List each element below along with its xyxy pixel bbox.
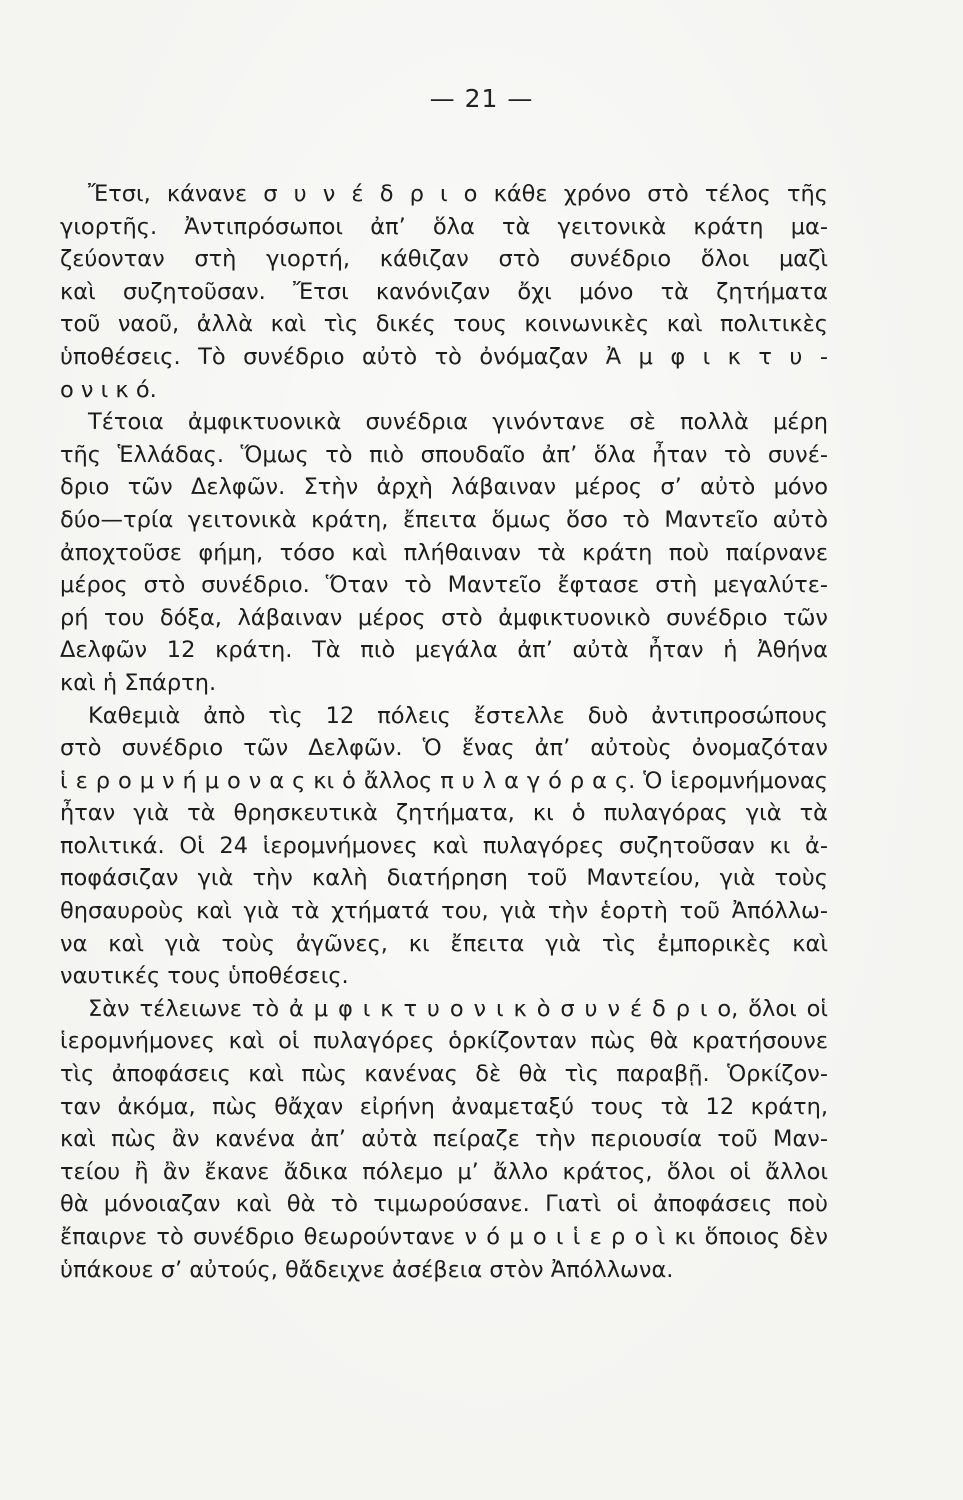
text-line: θησαυροὺς καὶ γιὰ τὰ χτήματά του, γιὰ τὴν ἑορτὴ τοῦ Ἀπόλλω- bbox=[60, 898, 828, 925]
text-line: δύο—τρία γειτονικὰ κράτη, ἔπειτα ὅμως ὅσο τὸ Μαντεῖο αὐτὸ bbox=[60, 506, 828, 533]
text-line: Ἔτσι, κάνανε σ υ ν έ δ ρ ι ο κάθε χρόνο στὸ τέλος τῆς bbox=[88, 181, 828, 207]
text-line: ὑποθέσεις. Τὸ συνέδριο αὐτὸ τὸ ὀνόμαζαν Ἀ μ φ ι κ τ υ - bbox=[60, 343, 828, 370]
paragraph-4 bbox=[60, 993, 828, 1286]
text-line: ἀποχτοῦσε φήμη, τόσο καὶ πλήθαιναν τὰ κράτη ποὺ παίρνανε bbox=[60, 539, 828, 566]
text-line: να καὶ γιὰ τοὺς ἀγῶνες, κι ἔπειτα γιὰ τὶς ἐμπορικὲς καὶ bbox=[60, 930, 828, 957]
text-line: γιορτῆς. Ἀντιπρόσωποι ἀπ’ ὅλα τὰ γειτονικὰ κράτη μα- bbox=[60, 213, 828, 240]
paragraph-1 bbox=[60, 178, 828, 406]
text-line: δριο τῶν Δελφῶν. Στὴν ἀρχὴ λάβαιναν μέρος σ’ αὐτὸ μόνο bbox=[60, 474, 828, 501]
text-line: πολιτικά. Οἱ 24 ἱερομνήμονες καὶ πυλαγόρες συζητοῦσαν κι ἀ- bbox=[60, 832, 828, 859]
text-line: τοῦ ναοῦ, ἀλλὰ καὶ τὶς δικές τους κοινωνικὲς καὶ πολιτικὲς bbox=[60, 311, 828, 338]
body-text bbox=[60, 178, 828, 1286]
paragraph-3 bbox=[60, 700, 828, 993]
text-line: ὑπάκουε σ’ αὐτούς, θἄδειχνε ἀσέβεια στὸν Ἀπόλλωνα. bbox=[60, 1256, 674, 1283]
text-line: καὶ ἡ Σπάρτη. bbox=[60, 669, 217, 696]
text-line: θὰ μόνοιαζαν καὶ θὰ τὸ τιμωρούσανε. Γιατὶ οἱ ἀποφάσεις ποὺ bbox=[60, 1191, 828, 1218]
text-line: ἔπαιρνε τὸ συνέδριο θεωρούντανε ν ό μ ο ι ἱ ε ρ ο ὶ κι ὅποιος δὲν bbox=[60, 1224, 828, 1250]
text-line: Τέτοια ἀμφικτυονικὰ συνέδρια γινόντανε σὲ πολλὰ μέρη bbox=[88, 409, 828, 436]
text-line: στὸ συνέδριο τῶν Δελφῶν. Ὁ ἕνας ἀπ’ αὐτοὺς ὀνομαζόταν bbox=[60, 735, 828, 762]
text-line: καὶ συζητοῦσαν. Ἔτσι κανόνιζαν ὄχι μόνο τὰ ζητήματα bbox=[60, 278, 828, 305]
text-line: ποφάσιζαν γιὰ τὴν καλὴ διατήρηση τοῦ Μαντείου, γιὰ τοὺς bbox=[60, 865, 828, 892]
text-line: καὶ πὼς ἂν κανένα ἀπ’ αὐτὰ πείραζε τὴν περιουσία τοῦ Μαν- bbox=[60, 1126, 828, 1153]
paragraph-2 bbox=[60, 406, 828, 699]
text-line: τὶς ἀποφάσεις καὶ πὼς κανένας δὲ θὰ τὶς παραβῇ. Ὁρκίζον- bbox=[60, 1061, 828, 1088]
text-line: τείου ἢ ἂν ἔκανε ἄδικα πόλεμο μ’ ἄλλο κράτος, ὅλοι οἱ ἄλλοι bbox=[60, 1158, 828, 1185]
text-line: ζεύονταν στὴ γιορτή, κάθιζαν στὸ συνέδριο ὅλοι μαζὶ bbox=[60, 246, 828, 273]
text-line: Δελφῶν 12 κράτη. Τὰ πιὸ μεγάλα ἀπ’ αὐτὰ ἦταν ἡ Ἀθήνα bbox=[60, 637, 828, 664]
text-line: Καθεμιὰ ἀπὸ τὶς 12 πόλεις ἔστελλε δυὸ ἀντιπροσώπους bbox=[88, 702, 828, 729]
text-line: ναυτικές τους ὑποθέσεις. bbox=[60, 963, 349, 990]
text-line: ἦταν γιὰ τὰ θρησκευτικὰ ζητήματα, κι ὁ πυλαγόρας γιὰ τὰ bbox=[60, 800, 828, 827]
text-line: μέρος στὸ συνέδριο. Ὅταν τὸ Μαντεῖο ἔφτασε στὴ μεγαλύτε- bbox=[60, 572, 828, 599]
text-line: ο ν ι κ ό. bbox=[60, 376, 157, 403]
text-line: τῆς Ἑλλάδας. Ὅμως τὸ πιὸ σπουδαῖο ἀπ’ ὅλα ἦταν τὸ συνέ- bbox=[60, 441, 828, 468]
page-number: — 21 — bbox=[429, 84, 534, 113]
text-line: Σὰν τέλειωνε τὸ ἀ μ φ ι κ τ υ ο ν ι κ ὸ σ υ ν έ δ ρ ι ο, ὅλοι οἱ bbox=[88, 995, 828, 1022]
text-line: ἱερομνήμονες καὶ οἱ πυλαγόρες ὁρκίζονταν πὼς θὰ κρατήσουνε bbox=[60, 1028, 828, 1055]
text-line: ταν ἀκόμα, πὼς θἄχαν εἰρήνη ἀναμεταξύ τους τὰ 12 κράτη, bbox=[60, 1093, 828, 1120]
text-line: ἱ ε ρ ο μ ν ή μ ο ν α ς κι ὁ ἄλλος π υ λ α γ ό ρ α ς. Ὁ ἱερομνήμονας bbox=[60, 767, 828, 794]
text-line: ρή του δόξα, λάβαιναν μέρος στὸ ἀμφικτυονικὸ συνέδριο τῶν bbox=[60, 604, 828, 631]
